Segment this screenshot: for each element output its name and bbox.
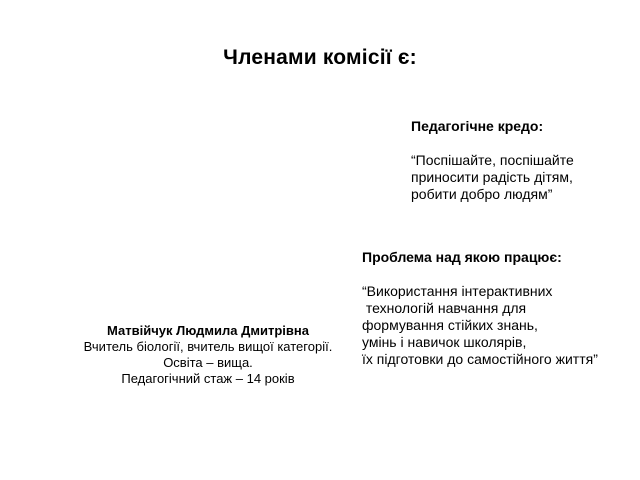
slide-title: Членами комісії є:: [223, 46, 417, 69]
problem-line: “Використання інтерактивних: [362, 283, 553, 299]
problem-line: умінь і навичок школярів,: [362, 334, 527, 350]
person-experience: Педагогічний стаж – 14 років: [121, 371, 295, 386]
person-education: Освіта – вища.: [163, 355, 253, 370]
problem-line: формування стійких знань,: [362, 317, 538, 333]
problem-heading: Проблема над якою працює:: [362, 249, 562, 265]
credo-heading: Педагогічне кредо:: [411, 118, 544, 134]
credo-line: робити добро людям”: [411, 186, 553, 202]
credo-line: приносити радість дітям,: [411, 169, 573, 185]
credo-line: “Поспішайте, поспішайте: [411, 152, 574, 168]
person-name: Матвійчук Людмила Дмитрівна: [107, 323, 309, 338]
credo-block: [411, 118, 636, 203]
problem-line: їх підготовки до самостійного життя”: [362, 351, 598, 367]
person-position: Вчитель біології, вчитель вищої категорії.: [83, 339, 333, 354]
person-info: [58, 323, 358, 387]
problem-line: технологій навчання для: [362, 300, 527, 316]
problem-block: [362, 249, 640, 368]
